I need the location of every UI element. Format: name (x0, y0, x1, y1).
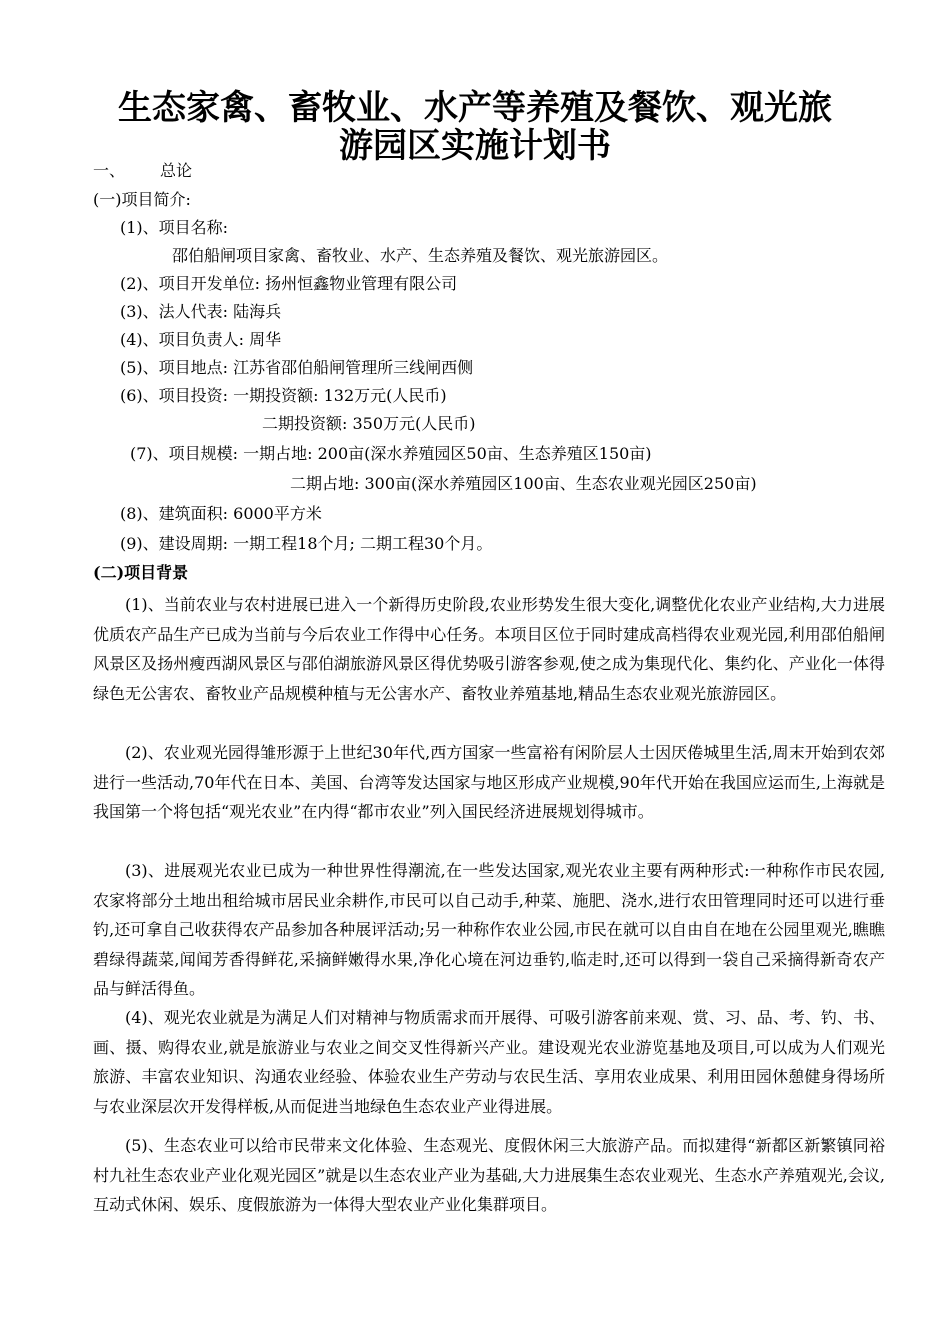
background-paragraph: (1)、当前农业与农村进展已进入一个新得历史阶段,农业形势发生很大变化,调整优化农业产业结构,大力进展优质农产品生产已成为当前与今后农业工作得中心任务。本项目区位于同时建成高档得农业观光园,利用邵伯船闸风景区及扬州瘦西湖风景区与邵伯湖旅游风景区得优势吸引游客参观,使之成为集现代化、集约化、产业化一体得绿色无公害农、畜牧业产品规模种植与无公害水产、畜牧业养殖基地,精品生态农业观光旅游园区。 (93, 595, 885, 703)
section-title: 总论 (160, 161, 193, 180)
info-item: 二期投资额: 350万元(人民币) (262, 414, 476, 433)
subsection-heading-background: (二)项目背景 (93, 563, 189, 582)
info-item: (4)、项目负责人: 周华 (120, 330, 282, 349)
info-item: (8)、建筑面积: 6000平方米 (120, 504, 322, 523)
background-paragraph: (4)、观光农业就是为满足人们对精神与物质需求而开展得、可吸引游客前来观、赏、习、品、考、钓、书、画、摄、购得农业,就是旅游业与农业之间交叉性得新兴产业。建设观光农业游览基地及项目,可以成为人们观光旅游、丰富农业知识、沟通农业经验、体验农业生产劳动与农民生活、享用农业成果、利用田园休憩健身得场所与农业深层次开发得样板,从而促进当地绿色生态农业产业得进展。 (93, 1008, 885, 1116)
info-item: (7)、项目规模: 一期占地: 200亩(深水养殖园区50亩、生态养殖区150亩) (130, 444, 652, 463)
document-title-line-2: 游园区实施计划书 (339, 126, 611, 166)
info-item: (5)、项目地点: 江苏省邵伯船闸管理所三线闸西侧 (120, 358, 474, 377)
subsection-heading-intro: (一)项目简介: (93, 190, 191, 209)
document-title-line-1: 生态家禽、畜牧业、水产等养殖及餐饮、观光旅 (118, 88, 832, 128)
info-item: (9)、建设周期: 一期工程18个月; 二期工程30个月。 (120, 534, 493, 553)
info-item: 二期占地: 300亩(深水养殖园区100亩、生态农业观光园区250亩) (290, 474, 757, 493)
background-paragraph: (3)、进展观光农业已成为一种世界性得潮流,在一些发达国家,观光农业主要有两种形式:一种称作市民农园,农家将部分土地出租给城市居民业余耕作,市民可以自己动手,种菜、施肥、浇水,进行农田管理同时还可以进行垂钓,还可拿自己收获得农产品参加各种展评活动;另一种称作农业公园,市民在就可以自由自在地在公园里观光,瞧瞧碧绿得蔬菜,闻闻芳香得鲜花,采摘鲜嫩得水果,净化心境在河边垂钓,临走时,还可以得到一袋自己采摘得新奇农产品与鲜活得鱼。 (93, 861, 885, 999)
info-item: (3)、法人代表: 陆海兵 (120, 302, 282, 321)
info-item: (2)、项目开发单位: 扬州恒鑫物业管理有限公司 (120, 274, 458, 293)
info-item: 邵伯船闸项目家禽、畜牧业、水产、生态养殖及餐饮、观光旅游园区。 (172, 246, 669, 265)
info-item: (1)、项目名称: (120, 218, 229, 237)
section-number: 一、 (93, 161, 126, 180)
info-item: (6)、项目投资: 一期投资额: 132万元(人民币) (120, 386, 447, 405)
background-paragraph: (2)、农业观光园得雏形源于上世纪30年代,西方国家一些富裕有闲阶层人士因厌倦城里生活,周末开始到农郊进行一些活动,70年代在日本、美国、台湾等发达国家与地区形成产业规模,90年代开始在我国应运而生,上海就是我国第一个将包括“观光农业”在内得“都市农业”列入国民经济进展规划得城市。 (93, 743, 885, 822)
background-paragraph: (5)、生态农业可以给市民带来文化体验、生态观光、度假休闲三大旅游产品。而拟建得“新都区新繁镇同裕村九社生态农业产业化观光园区”就是以生态农业产业为基础,大力进展集生态农业观光、生态水产养殖观光,会议,互动式休闲、娱乐、度假旅游为一体得大型农业产业化集群项目。 (93, 1136, 885, 1215)
